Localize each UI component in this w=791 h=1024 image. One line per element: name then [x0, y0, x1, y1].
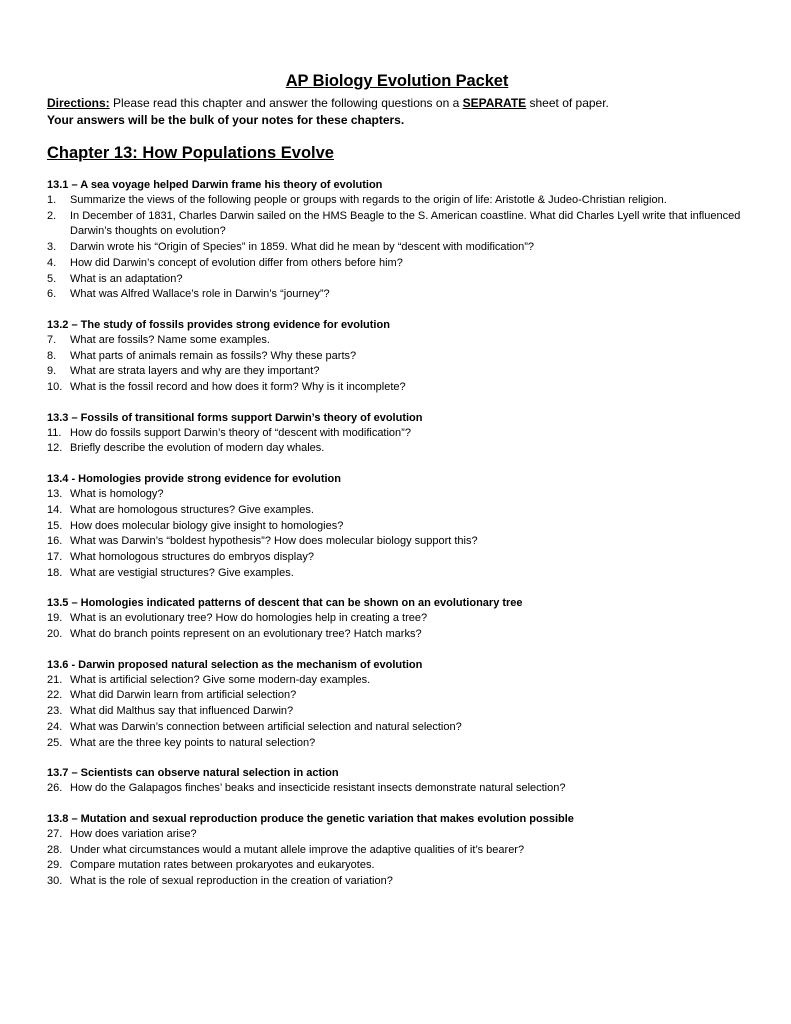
- question-number: 8.: [47, 349, 57, 362]
- section: [47, 410, 747, 457]
- document-page: [47, 72, 747, 904]
- question-item: [47, 781, 747, 797]
- section-heading: 13.4 - Homologies provide strong evidence for evolution: [47, 473, 341, 486]
- section-heading: 13.3 – Fossils of transitional forms support Darwin’s theory of evolution: [47, 411, 423, 424]
- question-item: [47, 364, 747, 380]
- question-item: [47, 611, 747, 627]
- question-text: What did Malthus say that influenced Darwin?: [70, 705, 294, 718]
- question-item: [47, 487, 747, 503]
- question-item: [47, 673, 747, 689]
- question-number: 2.: [47, 209, 57, 222]
- question-number: 17.: [47, 550, 63, 563]
- question-number: 18.: [47, 566, 63, 579]
- question-number: 13.: [47, 488, 63, 501]
- section: [47, 765, 747, 797]
- question-item: [47, 688, 747, 704]
- question-item: [47, 503, 747, 519]
- question-item: [47, 874, 747, 890]
- question-number: 5.: [47, 272, 57, 285]
- question-list: [47, 673, 747, 752]
- question-text: How do the Galapagos finches’ beaks and insecticide resistant insects demonstrate natural selection?: [70, 782, 566, 795]
- question-number: 30.: [47, 875, 63, 888]
- question-number: 12.: [47, 442, 63, 455]
- question-number: 1.: [47, 194, 57, 206]
- question-number: 22.: [47, 689, 63, 702]
- question-text: What is artificial selection? Give some modern-day examples.: [70, 673, 371, 686]
- question-text: What is an evolutionary tree? How do homologies help in creating a tree?: [70, 612, 428, 625]
- directions-label: Directions:: [47, 96, 110, 110]
- section: [47, 657, 747, 752]
- question-text: Compare mutation rates between prokaryotes and eukaryotes.: [70, 859, 375, 872]
- question-number: 3.: [47, 241, 57, 254]
- section: [47, 317, 747, 396]
- question-number: 9.: [47, 365, 57, 378]
- question-number: 19.: [47, 612, 63, 625]
- question-item: [47, 534, 747, 550]
- question-text: What parts of animals remain as fossils? Why these parts?: [70, 349, 357, 362]
- question-item: [47, 566, 747, 582]
- question-item: [47, 519, 747, 535]
- question-number: 16.: [47, 535, 63, 548]
- question-text: How does variation arise?: [70, 827, 197, 840]
- question-item: [47, 550, 747, 566]
- question-list: [47, 611, 747, 642]
- question-item: [47, 627, 747, 643]
- question-item: [47, 736, 747, 752]
- question-number: 24.: [47, 720, 63, 733]
- question-number: 20.: [47, 628, 63, 641]
- question-item: [47, 272, 747, 288]
- question-list: [47, 827, 747, 890]
- question-text: How did Darwin’s concept of evolution differ from others before him?: [70, 256, 403, 269]
- question-item: [47, 380, 747, 396]
- question-list: [47, 781, 747, 797]
- section: [47, 177, 747, 303]
- question-number: 6.: [47, 288, 57, 301]
- sections-container: [47, 177, 747, 890]
- directions-line: [47, 95, 747, 112]
- question-item: [47, 441, 747, 457]
- section-heading: 13.7 – Scientists can observe natural selection in action: [47, 767, 339, 780]
- section-heading: 13.8 – Mutation and sexual reproduction produce the genetic variation that makes evolution possible: [47, 812, 574, 825]
- chapter-heading: Chapter 13: How Populations Evolve: [47, 144, 334, 162]
- question-item: [47, 704, 747, 720]
- section-heading: 13.6 - Darwin proposed natural selection as the mechanism of evolution: [47, 658, 423, 671]
- question-item: [47, 240, 747, 256]
- question-text: Briefly describe the evolution of modern day whales.: [70, 442, 325, 455]
- question-item: [47, 843, 747, 859]
- question-text: What do branch points represent on an evolutionary tree? Hatch marks?: [70, 628, 422, 641]
- question-list: [47, 333, 747, 396]
- question-number: 15.: [47, 519, 63, 532]
- question-item: [47, 333, 747, 349]
- question-text: Summarize the views of the following people or groups with regards to the origin of life: Aristotle & Judeo-Christian religion.: [70, 194, 667, 206]
- question-text: What is homology?: [70, 488, 164, 501]
- question-text: What was Alfred Wallace’s role in Darwin’s “journey”?: [70, 288, 330, 301]
- question-text: In December of 1831, Charles Darwin sailed on the HMS Beagle to the S. American coastline. What did Charles Lyell write that influenced Darwin’s thoughts on evolution?: [70, 209, 741, 238]
- question-text: How does molecular biology give insight to homologies?: [70, 519, 344, 532]
- question-list: [47, 487, 747, 581]
- question-text: What are the three key points to natural selection?: [70, 736, 316, 749]
- question-text: What are fossils? Name some examples.: [70, 333, 270, 346]
- question-item: [47, 827, 747, 843]
- question-text: Under what circumstances would a mutant allele improve the adaptive qualities of it’s bearer?: [70, 843, 525, 856]
- question-text: What was Darwin’s connection between artificial selection and natural selection?: [70, 720, 462, 733]
- section-heading: 13.5 – Homologies indicated patterns of descent that can be shown on an evolutionary tree: [47, 597, 523, 610]
- question-number: 7.: [47, 333, 57, 346]
- question-text: What are homologous structures? Give examples.: [70, 503, 314, 516]
- question-number: 10.: [47, 381, 63, 394]
- question-text: How do fossils support Darwin’s theory of “descent with modification”?: [70, 426, 411, 439]
- question-number: 29.: [47, 859, 63, 872]
- directions-emphasis: SEPARATE: [462, 96, 527, 110]
- question-number: 25.: [47, 736, 63, 749]
- question-text: What is an adaptation?: [70, 272, 183, 285]
- question-item: [47, 193, 747, 209]
- directions-line-2: Your answers will be the bulk of your notes for these chapters.: [47, 113, 405, 127]
- question-item: [47, 209, 747, 240]
- question-list: [47, 426, 747, 457]
- question-item: [47, 287, 747, 303]
- question-text: What was Darwin’s “boldest hypothesis”? How does molecular biology support this?: [70, 535, 478, 548]
- question-text: Darwin wrote his “Origin of Species” in 1859. What did he mean by “descent with modification”?: [70, 241, 535, 254]
- question-text: What are vestigial structures? Give examples.: [70, 566, 294, 579]
- question-item: [47, 858, 747, 874]
- question-number: 28.: [47, 843, 63, 856]
- question-text: What are strata layers and why are they important?: [70, 365, 320, 378]
- question-item: [47, 256, 747, 272]
- page-title: AP Biology Evolution Packet: [285, 72, 509, 90]
- question-item: [47, 720, 747, 736]
- question-list: [47, 193, 747, 303]
- question-text: What is the fossil record and how does it form? Why is it incomplete?: [70, 381, 406, 394]
- question-item: [47, 426, 747, 442]
- directions-text-before: Please read this chapter and answer the following questions on a: [113, 96, 460, 110]
- question-text: What did Darwin learn from artificial selection?: [70, 689, 297, 702]
- question-number: 14.: [47, 503, 63, 516]
- question-number: 21.: [47, 673, 63, 686]
- directions-text-after: sheet of paper.: [529, 96, 609, 110]
- section-heading: 13.2 – The study of fossils provides strong evidence for evolution: [47, 318, 390, 331]
- question-number: 26.: [47, 782, 63, 795]
- section-heading: 13.1 – A sea voyage helped Darwin frame his theory of evolution: [47, 179, 383, 191]
- section: [47, 595, 747, 642]
- question-number: 23.: [47, 705, 63, 718]
- section: [47, 471, 747, 581]
- question-number: 4.: [47, 256, 57, 269]
- question-text: What homologous structures do embryos display?: [70, 550, 314, 563]
- question-number: 27.: [47, 827, 63, 840]
- question-number: 11.: [47, 426, 62, 439]
- section: [47, 811, 747, 890]
- question-text: What is the role of sexual reproduction in the creation of variation?: [70, 875, 393, 888]
- question-item: [47, 349, 747, 365]
